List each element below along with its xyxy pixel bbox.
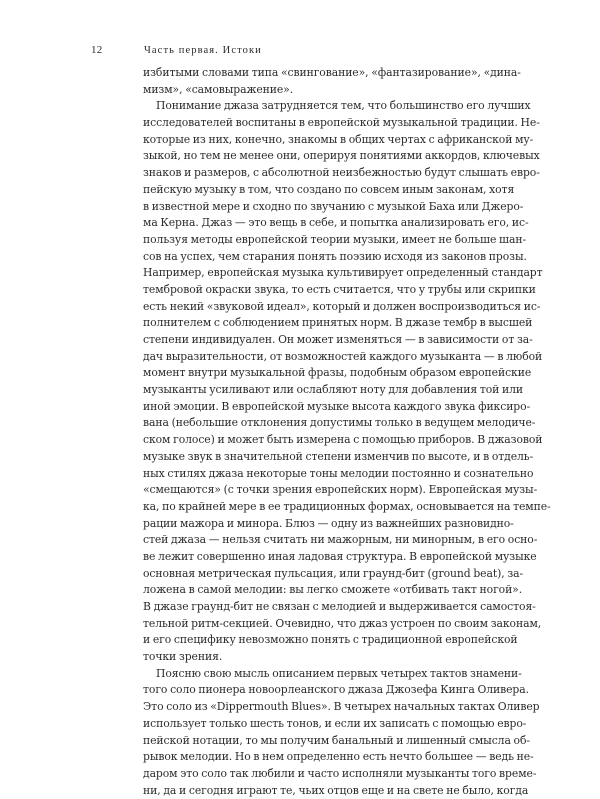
text-line: точки зрения.	[143, 650, 223, 664]
text-line: знаков и размеров, с абсолютной неизбежностью будут слышать евро-	[143, 166, 540, 180]
text-line: вана (небольшие отклонения допустимы только в ведущем мелодиче-	[143, 416, 536, 430]
text-line: избитыми словами типа «свингование», «фантазирование», «дина-	[143, 66, 521, 79]
text-line: исследователей воспитаны в европейской музыкальной традиции. Не-	[143, 116, 540, 130]
text-line: в известной мере и сходно по звучанию с музыкой Баха или Джеро-	[143, 199, 524, 213]
text-line: тембровой окраски звука, то есть считается, что у трубы или скрипки	[143, 282, 536, 296]
text-line: ни, да и сегодня играют те, чьих отцов еще и на свете не было, когда	[143, 783, 529, 797]
text-line: Например, европейская музыка культивирует определенный стандарт	[143, 266, 543, 280]
text-line: ма Керна. Джаз — это вещь в себе, и попытка анализировать его, ис-	[143, 216, 529, 230]
text-line: сов на успех, чем старания понять поэзию исходя из законов прозы.	[143, 249, 527, 263]
page-number: 12	[91, 44, 103, 56]
text-line: даром это соло так любили и часто исполняли музыканты того време-	[143, 766, 537, 780]
text-line: основная метрическая пульсация, или граунд-бит (ground beat), за-	[143, 566, 524, 580]
text-line: момент внутри музыкальной фразы, подобным образом европейские	[143, 366, 532, 380]
text-line: мизм», «самовыражение».	[143, 82, 294, 96]
text-line: иной эмоции. В европейской музыке высота каждого звука фиксиро-	[143, 399, 531, 413]
text-line: полнителем с соблюдением принятых норм. В джазе тембр в высшей	[143, 316, 533, 330]
text-line: ве лежит совершенно иная ладовая структура. В европейской музыке	[143, 549, 537, 563]
running-head	[91, 44, 262, 56]
text-line: рывок мелодии. Но в нем определенно есть нечто большее — ведь не-	[143, 750, 534, 764]
text-line: зыкой, но тем не менее они, оперируя понятиями аккордов, ключевых	[143, 149, 540, 163]
text-line: В джазе граунд-бит не связан с мелодией и выдерживается самостоя-	[143, 600, 536, 613]
text-line: «смещаются» (с точки зрения европейских норм). Европейская музы-	[143, 483, 538, 497]
text-line: того соло пионера новоорлеанского джаза Джозефа Кинга Оливера.	[143, 683, 529, 697]
text-line: музыканты усиливают или ослабляют ноту для добавления той или	[143, 383, 524, 397]
text-line: степени индивидуален. Он может изменяться — в зависимости от за-	[143, 333, 533, 346]
text-line: пользуя методы европейской теории музыки, имеет не больше шан-	[143, 232, 527, 246]
text-line: пейскую музыку в том, что создано по совсем иным законам, хотя	[143, 182, 515, 196]
text-line: стей джаза — нельзя считать ни мажорным, ни минорным, в его осно-	[143, 533, 538, 547]
text-line: ных стилях джаза некоторые тоны мелодии постоянно и сознательно	[143, 466, 534, 480]
text-line: пейской нотации, то мы получим банальный и лишенный смысла об-	[143, 733, 530, 747]
text-line: рации мажора и минора. Блюз — одну из важнейших разновидно-	[143, 516, 514, 530]
text-line: Это соло из «Dippermouth Blues». В четырех начальных тактах Оливер	[143, 700, 540, 714]
text-line: дач выразительности, от возможностей каждого музыканта — в любой	[143, 349, 543, 363]
text-line: ском голосе) и может быть измерена с помощью приборов. В джазовой	[143, 433, 543, 447]
body-text	[143, 65, 551, 799]
text-line: тельной ритм-секцией. Очевидно, что джаз устроен по своим законам,	[143, 616, 542, 630]
text-line: которые из них, конечно, знакомы в общих чертах с африканской му-	[143, 132, 534, 146]
paragraph-first-line: Поясню свою мысль описанием первых четырех тактов знамени-	[156, 666, 522, 680]
text-line: музыке звук в значительной степени изменчив по высоте, и в отдель-	[143, 449, 534, 463]
section-title: Часть первая. Истоки	[144, 45, 262, 56]
text-line: ложена в самой мелодии: вы легко сможете «отбивать такт ногой».	[143, 583, 523, 597]
text-line: ка, по крайней мере в ее традиционных формах, основывается на темпе-	[143, 499, 551, 513]
text-line: и его специфику невозможно понять с традиционной европейской	[143, 633, 518, 647]
text-line: есть некий «звуковой идеал», который и должен воспроизводиться ис-	[143, 299, 541, 313]
paragraph-first-line: Понимание джаза затрудняется тем, что большинство его лучших	[156, 99, 531, 113]
text-line: использует только шесть тонов, и если их записать с помощью евро-	[143, 716, 527, 730]
